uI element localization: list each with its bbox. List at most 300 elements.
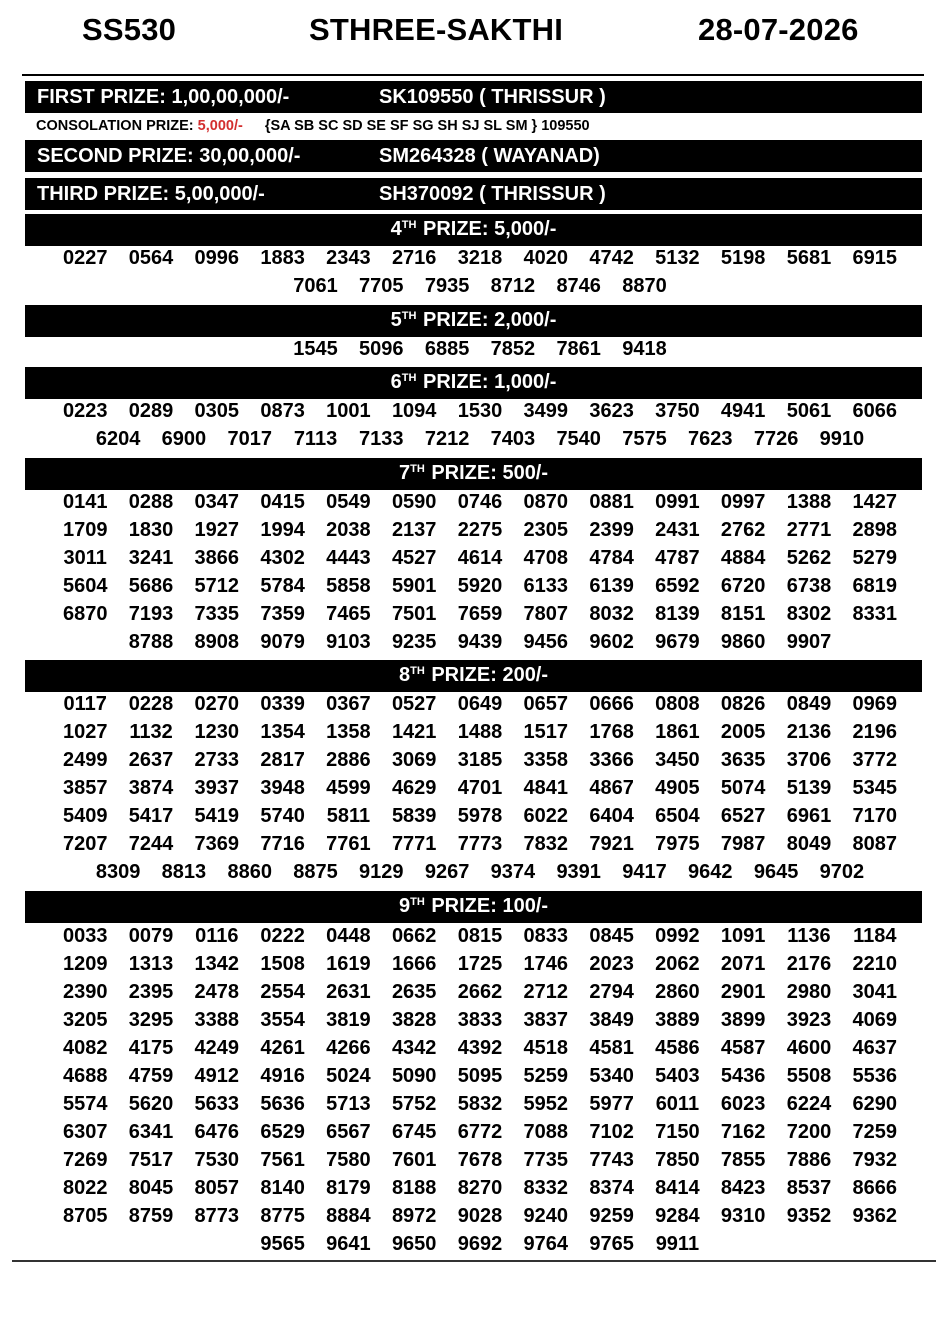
ticket-number: 3923: [786, 1009, 832, 1031]
number-row: [45, 572, 915, 600]
number-row: [45, 544, 915, 572]
third-prize-bar: [25, 178, 922, 210]
seventh-prize-numbers: [45, 488, 915, 656]
ticket-number: 7575: [622, 428, 667, 450]
ticket-number: 9310: [720, 1205, 766, 1227]
ticket-number: 9374: [490, 861, 536, 883]
ticket-number: 8773: [194, 1205, 240, 1227]
ticket-number: 0116: [195, 925, 239, 947]
ticket-number: 7017: [227, 428, 272, 450]
ticket-number: 5340: [589, 1065, 634, 1087]
ticket-number: 0833: [523, 925, 569, 947]
ticket-number: 8972: [391, 1205, 437, 1227]
ticket-number: 8712: [490, 275, 536, 297]
ticket-number: 2860: [655, 981, 700, 1003]
ticket-number: 7975: [655, 833, 700, 855]
prize-label: PRIZE: 5,000/-: [422, 218, 557, 240]
ticket-number: 2712: [523, 981, 569, 1003]
prize-ordinal: 4: [390, 218, 402, 240]
ticket-number: 4581: [589, 1037, 634, 1059]
ticket-number: 1358: [326, 721, 371, 743]
ticket-number: 3889: [655, 1009, 700, 1031]
ticket-number: 9240: [523, 1205, 569, 1227]
ticket-number: 5686: [128, 575, 174, 597]
ticket-number: 9765: [589, 1233, 634, 1255]
ticket-number: 2005: [720, 721, 766, 743]
ninth-prize-numbers: [45, 922, 915, 1258]
number-row: [45, 830, 915, 858]
ticket-number: 7932: [852, 1149, 898, 1171]
ticket-number: 2499: [62, 749, 108, 771]
ticket-number: 9642: [688, 861, 733, 883]
ticket-number: 3205: [62, 1009, 108, 1031]
ticket-number: 1388: [786, 491, 832, 513]
prize-label: PRIZE: 100/-: [431, 895, 549, 917]
ticket-number: 1768: [589, 721, 634, 743]
ticket-number: 6527: [720, 805, 766, 827]
ticket-number: 7659: [457, 603, 503, 625]
ticket-number: 9362: [852, 1205, 898, 1227]
prize-ordinal-suffix: TH: [410, 665, 425, 677]
ticket-number: 5074: [720, 777, 766, 799]
ticket-number: 4599: [326, 777, 371, 799]
number-row: [45, 802, 915, 830]
ticket-number: 5832: [457, 1093, 503, 1115]
ticket-number: 3295: [128, 1009, 174, 1031]
ticket-number: 5713: [326, 1093, 371, 1115]
number-row: [45, 628, 915, 656]
ticket-number: 1530: [457, 400, 503, 422]
ticket-number: 1001: [326, 400, 371, 422]
header-divider: [22, 74, 924, 76]
ticket-number: 6133: [523, 575, 569, 597]
ticket-number: 4069: [852, 1009, 898, 1031]
ticket-number: 8057: [194, 1177, 240, 1199]
number-row: [45, 774, 915, 802]
ticket-number: 1545: [293, 338, 338, 360]
ticket-number: 4784: [589, 547, 634, 569]
ticket-number: 8049: [786, 833, 832, 855]
ticket-number: 7623: [688, 428, 733, 450]
ticket-number: 2637: [128, 749, 174, 771]
fourth-prize-numbers: [45, 244, 915, 300]
ticket-number: 7170: [852, 805, 898, 827]
ticket-number: 8759: [128, 1205, 174, 1227]
ticket-number: 7743: [589, 1149, 634, 1171]
ticket-number: 0657: [523, 693, 569, 715]
lottery-name: STHREE-SAKTHI: [309, 12, 564, 47]
ticket-number: 0347: [194, 491, 240, 513]
ticket-number: 9417: [622, 861, 667, 883]
ticket-number: 8705: [62, 1205, 108, 1227]
number-row: [45, 1118, 915, 1146]
ticket-number: 6307: [62, 1121, 108, 1143]
ticket-number: 4082: [62, 1037, 108, 1059]
ticket-number: 0873: [260, 400, 305, 422]
ticket-number: 0969: [852, 693, 898, 715]
ticket-number: 9702: [819, 861, 865, 883]
ticket-number: 6023: [720, 1093, 766, 1115]
ticket-number: 8188: [391, 1177, 437, 1199]
fifth-prize-numbers: [45, 335, 915, 363]
ticket-number: 5952: [523, 1093, 569, 1115]
ticket-number: 3849: [589, 1009, 634, 1031]
ticket-number: 5784: [260, 575, 305, 597]
ticket-number: 1027: [62, 721, 108, 743]
ticket-number: 2794: [589, 981, 634, 1003]
prize-ordinal-suffix: TH: [401, 372, 417, 384]
ticket-number: 3388: [194, 1009, 240, 1031]
ticket-number: 8032: [589, 603, 634, 625]
ticket-number: 0662: [391, 925, 437, 947]
ticket-number: 7850: [655, 1149, 700, 1171]
ticket-number: 6529: [260, 1121, 305, 1143]
ticket-number: 4586: [655, 1037, 700, 1059]
ticket-number: 7561: [260, 1149, 305, 1171]
ticket-number: 0270: [194, 693, 240, 715]
number-row: [45, 690, 915, 718]
number-row: [45, 425, 915, 453]
ticket-number: 8179: [326, 1177, 371, 1199]
ticket-number: 0305: [194, 400, 240, 422]
ticket-number: 7855: [720, 1149, 766, 1171]
ticket-number: 2390: [62, 981, 108, 1003]
ticket-number: 0991: [655, 491, 700, 513]
ticket-number: 4759: [128, 1065, 174, 1087]
ticket-number: 9235: [391, 631, 437, 653]
result-header: [0, 8, 946, 52]
ticket-number: 1094: [391, 400, 437, 422]
prize-ordinal-suffix: TH: [410, 896, 425, 908]
ticket-number: 7807: [523, 603, 569, 625]
ticket-number: 0870: [523, 491, 569, 513]
ticket-number: 9079: [260, 631, 305, 653]
ticket-number: 5419: [194, 805, 240, 827]
ticket-number: 4916: [260, 1065, 305, 1087]
ticket-number: 7678: [457, 1149, 503, 1171]
ticket-number: 7726: [753, 428, 799, 450]
ticket-number: 0881: [589, 491, 634, 513]
number-row: [45, 922, 915, 950]
ticket-number: 7212: [424, 428, 470, 450]
ticket-number: 4342: [391, 1037, 437, 1059]
ticket-number: 5681: [786, 247, 832, 269]
ticket-number: 7269: [62, 1149, 108, 1171]
ticket-number: 0227: [62, 247, 108, 269]
ticket-number: 8423: [720, 1177, 766, 1199]
ticket-number: 8908: [194, 631, 240, 653]
ticket-number: 1927: [194, 519, 240, 541]
ticket-number: 6224: [786, 1093, 832, 1115]
ticket-number: 6961: [786, 805, 832, 827]
ticket-number: 8860: [227, 861, 272, 883]
ticket-number: 3011: [63, 547, 107, 569]
ticket-number: 9692: [457, 1233, 503, 1255]
prize-ordinal-suffix: TH: [401, 310, 417, 322]
ticket-number: 3866: [194, 547, 240, 569]
ticket-number: 5978: [457, 805, 503, 827]
ticket-number: 8022: [62, 1177, 108, 1199]
ticket-number: 6870: [62, 603, 108, 625]
third-prize-winner: SH370092 ( THRISSUR ): [379, 183, 606, 205]
ticket-number: 8332: [523, 1177, 569, 1199]
number-row: [45, 600, 915, 628]
ticket-number: 7517: [128, 1149, 174, 1171]
ticket-number: 1136: [787, 925, 831, 947]
second-prize-winner: SM264328 ( WAYANAD): [379, 145, 600, 167]
ticket-number: 9418: [622, 338, 667, 360]
ticket-number: 9267: [424, 861, 470, 883]
ticket-number: 6915: [852, 247, 898, 269]
ticket-number: 6022: [523, 805, 569, 827]
ticket-number: 5024: [326, 1065, 371, 1087]
ticket-number: 3185: [457, 749, 503, 771]
ticket-number: 9439: [457, 631, 503, 653]
ticket-number: 2478: [194, 981, 240, 1003]
ticket-number: 2196: [852, 721, 898, 743]
ticket-number: 2176: [786, 953, 832, 975]
ticket-number: 3833: [457, 1009, 503, 1031]
ticket-number: 4884: [720, 547, 766, 569]
ticket-number: 7886: [786, 1149, 832, 1171]
ticket-number: 0289: [128, 400, 174, 422]
ticket-number: 5740: [260, 805, 305, 827]
prize-label: PRIZE: 200/-: [431, 664, 549, 686]
ticket-number: 5901: [391, 575, 437, 597]
ticket-number: 7580: [326, 1149, 371, 1171]
number-row: [45, 978, 915, 1006]
ticket-number: 9911: [655, 1233, 700, 1255]
ticket-number: 1508: [260, 953, 305, 975]
ticket-number: 4527: [391, 547, 437, 569]
ticket-number: 9764: [523, 1233, 569, 1255]
ticket-number: 4392: [457, 1037, 503, 1059]
ticket-number: 2901: [720, 981, 766, 1003]
ticket-number: 2898: [852, 519, 898, 541]
consolation-prize-line: [36, 118, 590, 134]
ticket-number: 3218: [457, 247, 503, 269]
ticket-number: 1209: [62, 953, 108, 975]
ticket-number: 4175: [128, 1037, 174, 1059]
ticket-number: 8270: [457, 1177, 503, 1199]
ticket-number: 2431: [655, 519, 700, 541]
ticket-number: 5508: [786, 1065, 832, 1087]
ticket-number: 7773: [457, 833, 503, 855]
ticket-number: 7359: [260, 603, 305, 625]
prize-ordinal: 7: [398, 462, 411, 484]
ticket-number: 9860: [720, 631, 766, 653]
ticket-number: 3874: [128, 777, 174, 799]
ticket-number: 5096: [359, 338, 404, 360]
ticket-number: 4629: [391, 777, 437, 799]
ticket-number: 7102: [589, 1121, 634, 1143]
number-row: [45, 746, 915, 774]
ticket-number: 0141: [62, 491, 108, 513]
ticket-number: 4841: [523, 777, 569, 799]
ticket-number: 7088: [523, 1121, 569, 1143]
ticket-number: 1488: [457, 721, 503, 743]
ticket-number: 0288: [128, 491, 174, 513]
ticket-number: 1830: [128, 519, 174, 541]
ticket-number: 0222: [260, 925, 305, 947]
number-row: [45, 950, 915, 978]
ticket-number: 0448: [326, 925, 371, 947]
ticket-number: 5198: [720, 247, 766, 269]
ticket-number: 3635: [720, 749, 766, 771]
ticket-number: 2980: [786, 981, 832, 1003]
ticket-number: 5712: [194, 575, 240, 597]
ticket-number: 3837: [523, 1009, 569, 1031]
ticket-number: 7150: [655, 1121, 700, 1143]
ticket-number: 9641: [326, 1233, 371, 1255]
ticket-number: 2635: [391, 981, 437, 1003]
ticket-number: 5436: [720, 1065, 766, 1087]
ticket-number: 1313: [128, 953, 174, 975]
consolation-label: CONSOLATION PRIZE:: [36, 118, 194, 134]
ticket-number: 0367: [326, 693, 371, 715]
ticket-number: 8884: [326, 1205, 371, 1227]
ticket-number: 6204: [95, 428, 141, 450]
ticket-number: 3750: [655, 400, 700, 422]
ticket-number: 3819: [326, 1009, 371, 1031]
ticket-number: 3772: [852, 749, 898, 771]
ticket-number: 5139: [786, 777, 832, 799]
ticket-number: 9028: [457, 1205, 503, 1227]
eighth-prize-bar: [25, 660, 922, 692]
number-row: [45, 1174, 915, 1202]
ticket-number: 7162: [720, 1121, 766, 1143]
ticket-number: 8045: [128, 1177, 174, 1199]
consolation-amount: 5,000/-: [197, 118, 243, 134]
ticket-number: 7735: [523, 1149, 569, 1171]
ticket-number: 7716: [260, 833, 305, 855]
ticket-number: 4867: [589, 777, 634, 799]
ticket-number: 3358: [523, 749, 569, 771]
ticket-number: 9565: [260, 1233, 305, 1255]
ticket-number: 5345: [852, 777, 898, 799]
ticket-number: 4912: [194, 1065, 240, 1087]
ticket-number: 5417: [128, 805, 174, 827]
ticket-number: 0992: [655, 925, 700, 947]
consolation-series: {SA SB SC SD SE SF SG SH SJ SL SM } 109550: [264, 118, 590, 134]
ticket-number: 2771: [786, 519, 832, 541]
ticket-number: 9456: [523, 631, 569, 653]
ticket-number: 4266: [326, 1037, 371, 1059]
ticket-number: 0808: [655, 693, 700, 715]
ticket-number: 3828: [391, 1009, 437, 1031]
ticket-number: 1354: [260, 721, 305, 743]
ticket-number: 5132: [655, 247, 700, 269]
ticket-number: 9391: [556, 861, 601, 883]
ticket-number: 7465: [326, 603, 371, 625]
ticket-number: 0649: [457, 693, 503, 715]
ticket-number: 8775: [260, 1205, 305, 1227]
ticket-number: 0815: [457, 925, 503, 947]
ticket-number: 1421: [391, 721, 437, 743]
ticket-number: 6567: [326, 1121, 371, 1143]
ticket-number: 7501: [391, 603, 437, 625]
ticket-number: 9103: [326, 631, 371, 653]
ticket-number: 7133: [359, 428, 404, 450]
ticket-number: 3241: [128, 547, 174, 569]
number-row: [45, 1062, 915, 1090]
ticket-number: 5095: [457, 1065, 503, 1087]
prize-ordinal: 8: [398, 664, 411, 686]
second-prize-bar: [25, 140, 922, 172]
ticket-number: 8309: [95, 861, 141, 883]
ticket-number: 9602: [589, 631, 634, 653]
ticket-number: 4637: [852, 1037, 898, 1059]
ticket-number: 5403: [655, 1065, 700, 1087]
ticket-number: 8087: [852, 833, 898, 855]
ticket-number: 3948: [260, 777, 305, 799]
fifth-prize-bar: [25, 305, 922, 337]
eighth-prize-numbers: [45, 690, 915, 886]
ticket-number: 0997: [720, 491, 766, 513]
ticket-number: 7601: [391, 1149, 437, 1171]
fourth-prize-bar: [25, 214, 922, 246]
prize-ordinal: 6: [390, 371, 402, 393]
ticket-number: 7921: [589, 833, 634, 855]
ticket-number: 8746: [556, 275, 601, 297]
ticket-number: 5259: [523, 1065, 569, 1087]
ticket-number: 4518: [523, 1037, 569, 1059]
ticket-number: 2210: [852, 953, 898, 975]
ticket-number: 2399: [589, 519, 634, 541]
ticket-number: 0746: [457, 491, 503, 513]
ticket-number: 7200: [786, 1121, 832, 1143]
ticket-number: 0079: [128, 925, 174, 947]
ticket-number: 3937: [194, 777, 240, 799]
ticket-number: 6290: [852, 1093, 898, 1115]
ticket-number: 9910: [819, 428, 865, 450]
ticket-number: 5409: [62, 805, 108, 827]
prize-ordinal: 5: [390, 309, 402, 331]
number-row: [45, 244, 915, 272]
ticket-number: 5811: [326, 805, 371, 827]
ticket-number: 4614: [457, 547, 503, 569]
ticket-number: 4787: [655, 547, 700, 569]
ticket-number: 3706: [786, 749, 832, 771]
footer-divider: [12, 1260, 936, 1262]
ticket-number: 6404: [589, 805, 634, 827]
ticket-number: 6772: [457, 1121, 503, 1143]
ticket-number: 0228: [128, 693, 174, 715]
ticket-number: 3857: [62, 777, 108, 799]
ticket-number: 9284: [655, 1205, 700, 1227]
ticket-number: 4587: [720, 1037, 766, 1059]
ticket-number: 2038: [326, 519, 371, 541]
ticket-number: 0826: [720, 693, 766, 715]
ticket-number: 7193: [128, 603, 174, 625]
ticket-number: 5839: [391, 805, 437, 827]
ticket-number: 8140: [260, 1177, 305, 1199]
number-row: [45, 718, 915, 746]
ticket-number: 1132: [129, 721, 173, 743]
ticket-number: 7540: [556, 428, 601, 450]
ticket-number: 5977: [589, 1093, 634, 1115]
ticket-number: 4302: [260, 547, 305, 569]
ticket-number: 7244: [128, 833, 174, 855]
ticket-number: 8302: [786, 603, 832, 625]
number-row: [45, 397, 915, 425]
number-row: [45, 488, 915, 516]
ticket-number: 6476: [194, 1121, 240, 1143]
ninth-prize-bar: [25, 891, 922, 923]
ticket-number: 8537: [786, 1177, 832, 1199]
number-row: [45, 858, 915, 886]
ticket-number: 5279: [852, 547, 898, 569]
